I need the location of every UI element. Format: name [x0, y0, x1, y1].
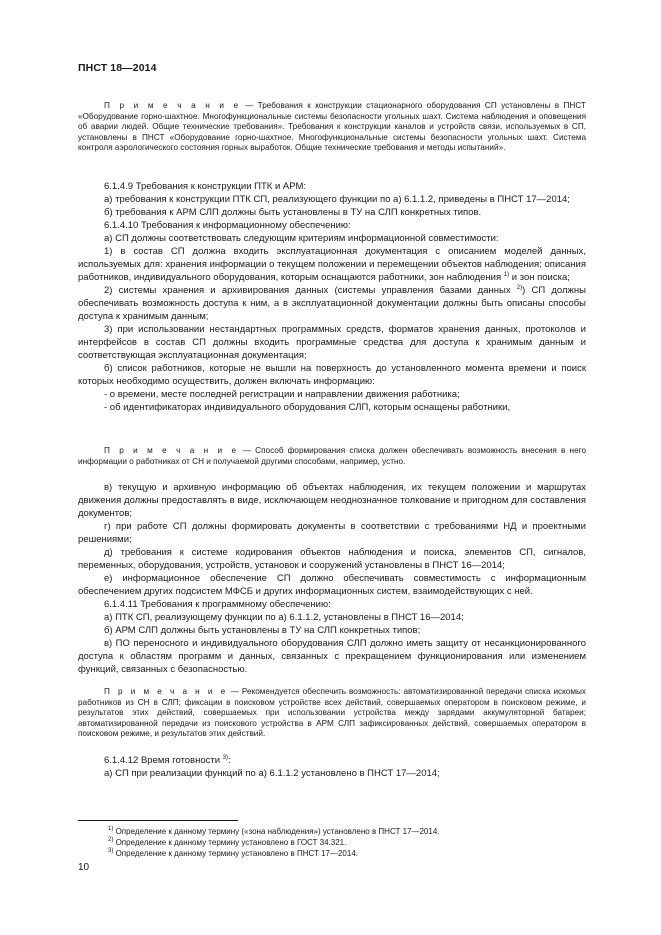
- paragraph: а) СП должны соответствовать следующим критериям информационной совместимости:: [104, 233, 499, 244]
- footnote: [78, 848, 440, 859]
- paragraph: в) ПО переносного и индивидуального оборудования СЛП должно иметь защиту от несанкционированного доступа к областям программ и данных, связанных с прекращением функционирования или изменением функций, связанных с безопасностью.: [78, 638, 586, 675]
- paragraph: 6.1.4.9 Требования к конструкции ПТК и АРМ:: [104, 181, 307, 192]
- paragraph-text: и зон поиска;: [509, 272, 570, 283]
- paragraph: 6.1.4.10 Требования к информационному обеспечению:: [104, 220, 351, 231]
- footnote-mark: 2): [108, 837, 114, 843]
- footnote-text: Определение к данному термину установлено в ГОСТ 34.321.: [113, 838, 347, 847]
- paragraph: [78, 245, 586, 284]
- paragraph: - об идентификаторах индивидуального оборудования СЛП, которым оснащены работники,: [104, 402, 511, 413]
- footnote-ref: 2): [516, 285, 523, 291]
- paragraph: а) требования к конструкции ПТК СП, реализующего функции по а) 6.1.1.2, приведены в ПНСТ 17—2014;: [104, 194, 570, 205]
- footnote: [78, 826, 440, 837]
- paragraph: е) информационное обеспечение СП должно обеспечивать совместимость с информационным обеспечением других подсистем МФСБ и других информационных систем, взаимодействующих с ней.: [78, 573, 586, 597]
- note-paragraph: [78, 687, 586, 740]
- document-code-header: ПНСТ 18—2014: [78, 62, 157, 74]
- paragraph-text: 6.1.4.12 Время готовности: [104, 755, 223, 766]
- paragraph: а) СП при реализации функций по а) 6.1.1.2 установлено в ПНСТ 17—2014;: [104, 768, 440, 779]
- note-paragraph: [78, 101, 586, 154]
- paragraph: - о времени, месте последней регистрации и направлении движения работника;: [104, 389, 460, 400]
- note-label: П р и м е ч а н и е: [104, 446, 239, 455]
- paragraph-text: 2) системы хранения и архивирования данных (системы управления базами данных: [104, 285, 517, 296]
- note-block-2: [78, 446, 586, 467]
- footnotes: [78, 826, 440, 859]
- footnote-separator: [78, 820, 238, 821]
- page-number: 10: [78, 862, 90, 873]
- footnote-ref: 3): [222, 755, 229, 761]
- paragraph: б) АРМ СЛП должны быть установлены в ТУ на СЛП конкретных типов;: [104, 625, 421, 636]
- section-continued: [78, 481, 586, 676]
- paragraph: 3) при использовании нестандартных программных средств, форматов хранения данных, протоколов и интерфейсов в состав СП должны входить программные средства для доступа к хранимым данным и соответствующая эксплуатационная документация;: [78, 324, 586, 361]
- paragraph-text: ) СП должны обеспечивать возможность доступа к ним, а в эксплуатационной документации должны быть описаны способы доступа к хранимым данным;: [78, 285, 586, 322]
- footnote-text: Определение к данному термину («зона наблюдения») установлено в ПНСТ 17—2014.: [113, 827, 440, 836]
- note-label: П р и м е ч а н и е: [104, 101, 241, 110]
- note-text: — Способ формирования списка должен обеспечивать возможность внесения в него информации о работниках от СН и получаемой другими способами, например, устно.: [78, 446, 586, 466]
- note-block-1: [78, 101, 586, 154]
- section-6-1-4-12: [78, 754, 586, 780]
- paragraph: [78, 754, 586, 767]
- paragraph: [78, 284, 586, 323]
- note-paragraph: [78, 446, 586, 467]
- paragraph-text: :: [228, 755, 231, 766]
- footnote-mark: 1): [108, 826, 114, 832]
- paragraph: 6.1.4.11 Требования к программному обеспечению:: [104, 599, 331, 610]
- footnote: [78, 837, 440, 848]
- note-block-3: [78, 687, 586, 740]
- paragraph-text: 1) в состав СП должна входить эксплуатационная документация с описанием моделей данных, используемых для: хранения информации о текущем положении и перемещении объектов наблюдения; описания работников, индивидуального оборудования, которым оснащаются работники, зон наблюдения: [78, 246, 586, 283]
- note-text: — Требования к конструкции стационарного оборудования СП установлены в ПНСТ «Оборудование горно-шахтное. Многофункциональные системы безопасности угольных шахт. Система наблюдения и оповещения об аварии людей. Общие технические требования». Требования к конструкции каналов и устройств связи, используемых в СП, установлены в ПНСТ «Оборудование горно-шахтное. Многофункциональные системы безопасности угольных шахт. Система контроля аэрологического состояния горных выработок. Общие технические требования и методы испытаний».: [78, 101, 586, 153]
- paragraph: а) ПТК СП, реализующему функции по а) 6.1.1.2, установлены в ПНСТ 16—2014;: [104, 612, 464, 623]
- footnote-mark: 3): [108, 848, 114, 854]
- footnote-text: Определение к данному термину установлено в ПНСТ 17—2014.: [113, 849, 359, 858]
- paragraph: б) требования к АРМ СЛП должны быть установлены в ТУ на СЛП конкретных типов.: [104, 207, 482, 218]
- section-6-1-4-9: [78, 180, 586, 414]
- footnote-ref: 1): [503, 272, 510, 278]
- paragraph: б) список работников, которые не вышли на поверхность до установленного момента времени и поиск которых необходимо осуществить, должен включать информацию:: [78, 363, 586, 387]
- note-text: — Рекомендуется обеспечить возможность: автоматизированной передачи списка искомых работников из СН в СЛП; фиксации в поисковом устройстве всех действий, совершаемых оператором в поисковом режиме, и результатов этих действий, совершаемых при использовании устройства между зарядами аккумуляторной батареи; автоматизированной передачи из поискового устройства в АРМ СЛП зафиксированных действий, совершаемых оператором в поисковом режиме, и результатов этих действий.: [78, 687, 586, 739]
- paragraph: г) при работе СП должны формировать документы в соответствии с требованиями НД и проектными решениями;: [78, 521, 586, 545]
- paragraph: в) текущую и архивную информацию об объектах наблюдения, их текущем положении и маршрутах движения должны предоставлять в виде, исключающем неоднозначное толкование и пригодном для составления документов;: [78, 482, 586, 519]
- note-label: П р и м е ч а н и е: [104, 687, 228, 696]
- paragraph: д) требования к системе кодирования объектов наблюдения и поиска, элементов СП, сигналов, переменных, оборудования, устройств, установок и сооружений установлены в ПНСТ 16—2014;: [78, 547, 586, 571]
